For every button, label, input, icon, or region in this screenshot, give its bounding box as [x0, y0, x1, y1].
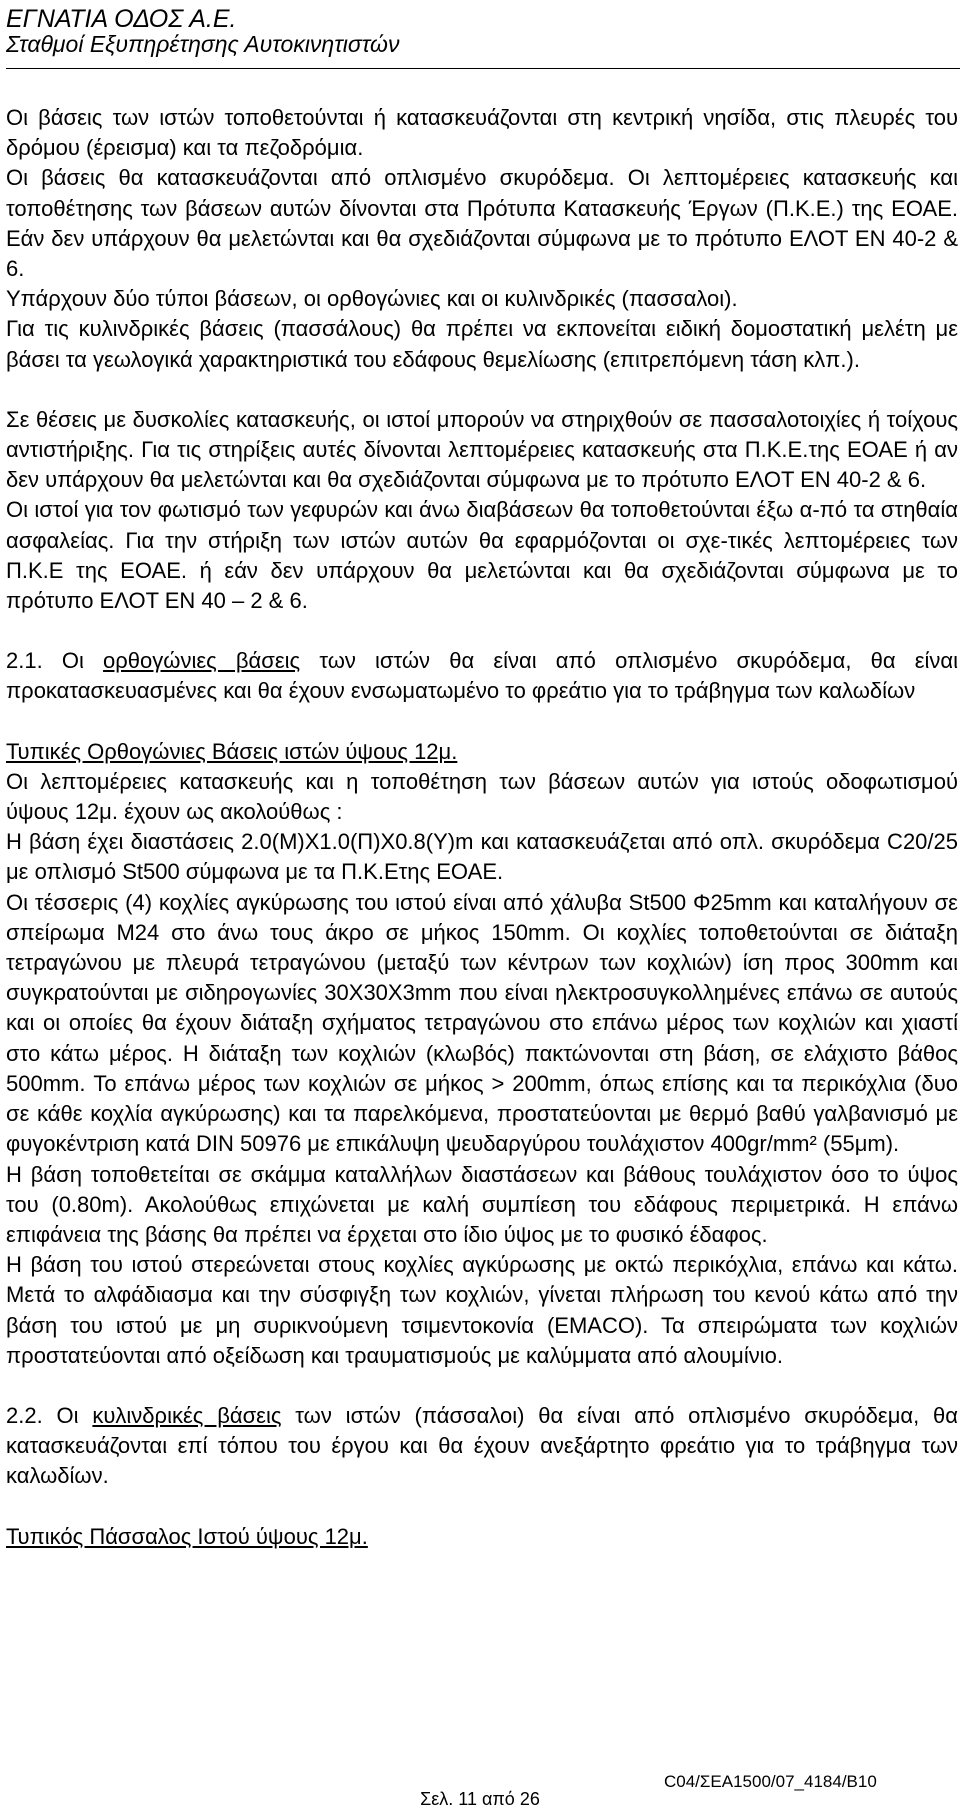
heading-pile: Τυπικός Πάσσαλος Ιστού ύψους 12μ. — [6, 1523, 368, 1549]
header-rule — [6, 68, 960, 69]
paragraph-bridge-poles: Οι ιστοί για τον φωτισμό των γεφυρών και άνω διαβάσεων θα τοποθετούνται έξω α-πό τα στηθαία ασφαλείας. Για την στήριξη των ιστών αυτών θα εφαρμόζονται οι σχε-τικές λεπτομέρειες των Π.Κ.Ε της ΕΟΑΕ. ή εάν δεν υπάρχουν θα μελετώνται και θα σχεδιάζονται σύμφωνα με το πρότυπο ΕΛΟΤ ΕΝ 40 – 2 & 6. — [6, 497, 958, 614]
spacer — [6, 1371, 958, 1401]
rectangular-bases-term: ορθογώνιες βάσεις — [103, 648, 301, 674]
cylindrical-bases-term: κυλινδρικές βάσεις — [92, 1402, 282, 1428]
spacer — [6, 616, 958, 646]
spacer — [6, 707, 958, 737]
paragraph-base-locations: Οι βάσεις των ιστών τοποθετούνται ή κατασκευάζονται στη κεντρική νησίδα, στις πλευρές του δρόμου (έρεισμα) και τα πεζοδρόμια. — [6, 105, 958, 161]
paragraph-anchor-bolts: Οι τέσσερις (4) κοχλίες αγκύρωσης του ιστού είναι από χάλυβα St500 Φ25mm και καταλήγουν σε σπείρωμα Μ24 στο άνω τους άκρο σε μήκος 150mm. Οι κοχλίες τοποθετούνται σε διάταξη τετραγώνου με πλευρά τετραγώνου (μεταξύ των κέντρων των κοχλιών) ίση προς 300mm και συγκρατούνται με σιδηρογωνίες 30Χ30Χ3mm που είναι ηλεκτροσυγκολλημένες επάνω σε αυτούς και οι οποίες θα έχουν διάταξη σχήματος τετραγώνου στο επάνω μέρος των κοχλιών και χιαστί στο κάτω μέρος. Η διάταξη των κοχλιών (κλωβός) πακτώνονται στη βάση, σε ελάχιστο βάθος 500mm. Το επάνω μέρος των κοχλιών σε μήκος > 200mm, όπως επίσης και τα περικόχλια (δυο σε κάθε κοχλία αγκύρωσης) και τα παρελκόμενα, προστατεύονται με θερμό βαθύ γαλβανισμό με φυγοκέντριση κατά DIN 50976 με επικάλυψη ψευδαργύρου τουλάχιστον 400gr/mm² (55μm). — [6, 889, 958, 1157]
paragraph-dimensions: Η βάση έχει διαστάσεις 2.0(Μ)Χ1.0(Π)Χ0.8(Υ)m και κατασκευάζεται από οπλ. σκυρόδεμα C20/25 με οπλισμό St500 σύμφωνα με τα Π.Κ.Ετης ΕΟΑΕ. — [6, 829, 958, 885]
paragraph-details-intro: Οι λεπτομέρειες κατασκευής και η τοποθέτηση των βάσεων αυτών για ιστούς οδοφωτισμού ύψους 12μ. έχουν ως ακολούθως : — [6, 768, 958, 825]
section-number: 2.1. — [6, 648, 43, 674]
paragraph-excavation: Η βάση τοποθετείται σε σκάμμα καταλλήλων διαστάσεων και βάθους τουλάχιστον όσο το ύψος του (0.80m). Ακολούθως επιχώνεται με καλή συμπίεση του εδάφους περιμετρικά. Η επάνω επιφάνεια της βάσης θα πρέπει να έρχεται στο ίδιο ύψος με το φυσικό έδαφος. — [6, 1161, 958, 1247]
section-text: Οι — [61, 648, 84, 674]
document-body — [6, 103, 958, 1552]
paragraph-mounting: Η βάση του ιστού στερεώνεται στους κοχλίες αγκύρωσης με οκτώ περικόχλια, επάνω και κάτω. Μετά το αλφάδιασμα και την σύσφιγξη των κοχλιών, γίνεται πλήρωση του κενού κάτω από την βάση του ιστού με μη συρικνούμενη τσιμεντοκονία (EMACO). Τα σπειρώματα των κοχλιών προστατεύονται από οξείδωση και τραυματισμούς με καλύμματα από αλουμίνιο. — [6, 1252, 958, 1368]
section-2-2 — [6, 1401, 958, 1492]
section-text: των ιστών (πάσσαλοι) θα είναι από οπλισμένο σκυρόδεμα, θα κατασκευάζονται επί τόπου του έργου και θα έχουν ανεξάρτητο φρεάτιο για το τράβηγμα των καλωδίων. — [6, 1402, 958, 1489]
spacer — [6, 375, 958, 405]
heading-rectangular-bases: Τυπικές Ορθογώνιες Βάσεις ιστών ύψους 12μ. — [6, 738, 458, 764]
section-2-1 — [6, 646, 958, 706]
document-code: C04/ΣΕΑ1500/07_4184/B10 — [664, 1772, 877, 1791]
paragraph-cylindrical-study: Για τις κυλινδρικές βάσεις (πασσάλους) θα πρέπει να εκπονείται ειδική δομοστατική μελέτη με βάσει τα γεωλογικά χαρακτηριστικά του εδάφους θεμελίωσης (επιτρεπόμενη τάση κλπ.). — [6, 316, 958, 372]
header-title: ΕΓΝΑΤΙΑ ΟΔΟΣ Α.Ε. — [6, 5, 237, 33]
paragraph-base-types: Υπάρχουν δύο τύποι βάσεων, οι ορθογώνιες και οι κυλινδρικές (πασσαλοι). — [6, 286, 738, 312]
spacer — [6, 1492, 958, 1522]
paragraph-difficult-sites: Σε θέσεις με δυσκολίες κατασκευής, οι ιστοί μπορούν να στηριχθούν σε πασσαλοτοιχίες ή τοίχους αντιστήριξης. Για τις στηρίξεις αυτές δίνονται λεπτομέρειες κατασκευής στα Π.Κ.Ε.της ΕΟΑΕ ή αν δεν υπάρχουν θα μελετώνται και θα σχεδιάζονται σύμφωνα με το πρότυπο ΕΛΟΤ ΕΝ 40-2 & 6. — [6, 406, 958, 493]
page-number: Σελ. 11 από 26 — [420, 1789, 540, 1809]
paragraph-reinforced-concrete: Οι βάσεις θα κατασκευάζονται από οπλισμένο σκυρόδεμα. Οι λεπτομέρειες κατασκευής και τοποθέτησης των βάσεων αυτών δίνονται στα Πρότυπα Κατασκευής Έργων (Π.Κ.Ε.) της ΕΟΑΕ. Εάν δεν υπάρχουν θα μελετώνται και θα σχεδιάζονται σύμφωνα με το πρότυπο ΕΛΟΤ ΕΝ 40-2 & 6. — [6, 165, 958, 282]
section-text: των ιστών θα είναι από οπλισμένο σκυρόδεμα, θα είναι προκατασκευασμένες και θα έχουν ενσωματωμένο το φρεάτιο για το τράβηγμα των καλωδίων — [6, 648, 959, 704]
header-subtitle: Σταθμοί Εξυπηρέτησης Αυτοκινητιστών — [6, 31, 400, 57]
section-text: Οι — [56, 1402, 79, 1428]
section-number: 2.2. — [6, 1402, 43, 1428]
